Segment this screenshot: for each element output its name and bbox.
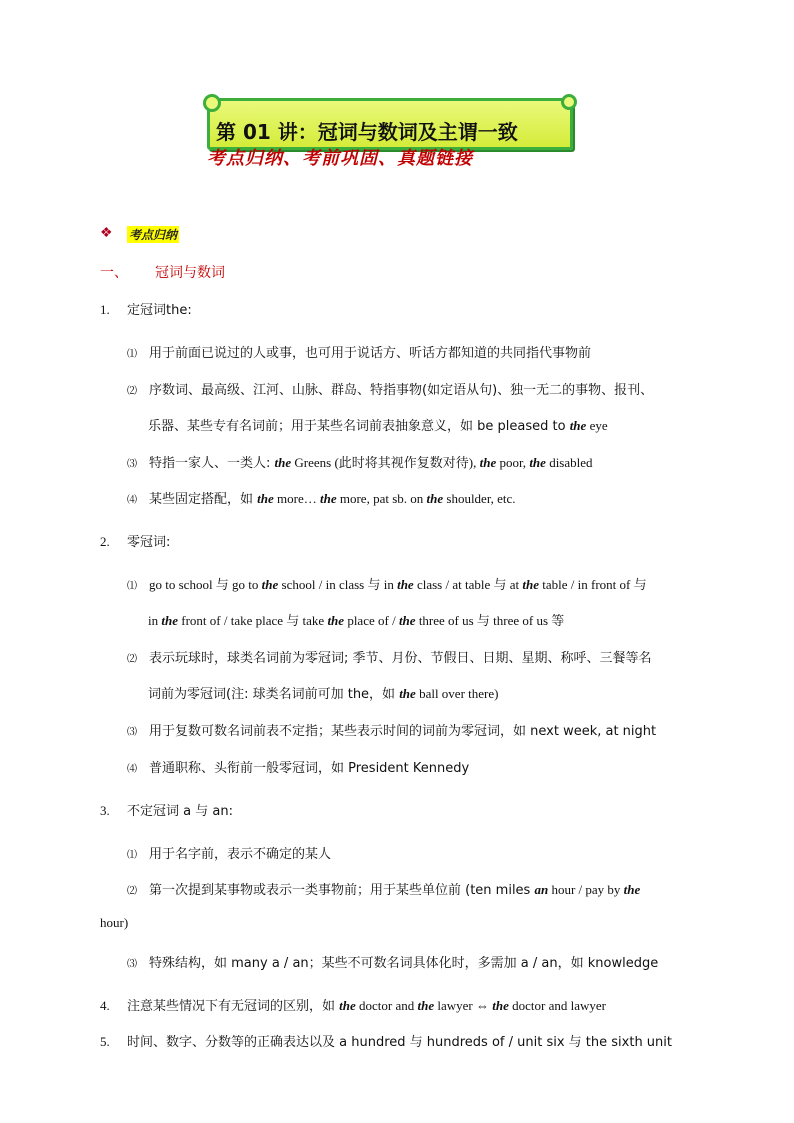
sub-marker: ⑷ [127,764,137,775]
item-text: 时间、数字、分数等的正确表达以及 a hundred 与 hundreds of / unit six 与 the sixth unit [127,1035,672,1050]
sub-item-text: 用于复数可数名词前表不定指；某些表示时间的词前为零冠词，如 next week, at night [149,724,657,739]
item-number: 5. [100,1034,110,1049]
text-run: poor, [496,455,530,470]
sub-marker: ⑵ [127,654,137,665]
sub-item [127,342,591,361]
sub-item [127,574,647,593]
text-run: 词前为零冠词(注: 球类名词前可加 the，如 [148,687,400,702]
emphasis-the: the [257,491,274,506]
sub-item-text: 序数词、最高级、江河、山脉、群岛、特指事物(如定语从句)、独一无二的事物、报刊、 [149,383,654,398]
item-number: 1. [100,302,110,317]
sub-marker: ⑴ [127,581,137,592]
sub-item-text: 普通职称、头衔前一般零冠词，如 President Kennedy [149,761,470,776]
emphasis-the: the [479,455,497,470]
emphasis-the: the [327,613,345,628]
sub-marker: ⑵ [127,386,137,397]
emphasis-the: the [417,998,435,1013]
emphasis-the: the [398,613,416,628]
text-run: three of us 与 three of us 等 [415,613,565,628]
sub-item-continuation [148,415,608,434]
text-run: Greens (此时将其视作复数对待), [291,455,480,470]
emphasis-the: the [492,998,509,1013]
banner-scroll-curl [561,94,577,110]
text-run: doctor and lawyer [508,998,606,1013]
list-item [100,299,192,318]
text-run: lawyer ⇔ [434,998,493,1013]
item-number: 4. [100,998,110,1013]
sub-item [127,488,516,507]
sub-item [127,647,652,666]
page-title: 第 01 讲：冠词与数词及主谓一致 [216,120,518,144]
text-run: 注意某些情况下有无冠词的区别，如 [127,999,340,1014]
sub-item-text: 用于名字前，表示不确定的某人 [149,847,332,862]
emphasis-the: the [399,686,416,701]
sub-item-text: 用于前面已说过的人或事，也可用于说话方、听话方都知道的共同指代事物前 [149,346,592,361]
sub-marker: ⑷ [127,495,137,506]
section-number: 一、 [100,266,128,281]
list-item [100,995,606,1014]
emphasis-the: the [161,613,178,628]
list-item [100,531,170,550]
text-run: hour / pay by [548,882,624,897]
sub-item [127,843,331,862]
item-text: 零冠词: [127,535,171,550]
item-text: 不定冠词 a 与 an: [127,804,233,819]
emphasis-the: the [569,418,587,433]
text-run: table / in front of 与 [539,577,647,592]
text-run: shoulder, etc. [443,491,516,506]
sub-marker: ⑴ [127,850,137,861]
list-item [100,1031,672,1050]
text-run: hour) [100,915,129,930]
page-subtitle: 考点归纳、考前巩固、真题链接 [207,148,473,169]
text-run: 第一次提到某事物或表示一类事物前；用于某些单位前 (ten miles [149,883,535,898]
emphasis-the: the [522,577,540,592]
text-run: 特指一家人、一类人: [149,456,275,471]
text-run: go to school 与 go to [149,577,262,592]
text-run: disabled [545,455,593,470]
text-run: front of / take place 与 take [178,613,328,628]
emphasis-the: the [274,455,292,470]
list-item [100,800,233,819]
text-run: place of / [344,613,399,628]
emphasis-the: the [319,491,337,506]
emphasis-the: the [261,577,279,592]
item-number: 2. [100,534,110,549]
section-heading [100,262,225,282]
sub-marker: ⑴ [127,349,137,360]
section-title: 冠词与数词 [155,265,225,281]
sub-item-text: 表示玩球时，球类名词前为零冠词; 季节、月份、节假日、日期、星期、称呼、三餐等名 [149,651,652,666]
sub-item [127,757,469,776]
item-text: 定冠词the: [127,303,192,318]
sub-marker: ⑶ [127,727,137,738]
sub-item [127,452,593,471]
sub-item-continuation [100,915,128,931]
sub-item [127,379,653,398]
emphasis-an: an [534,882,549,897]
emphasis-the: the [623,882,641,897]
sub-item [127,952,658,971]
sub-marker: ⑶ [127,959,137,970]
text-run: doctor and [355,998,418,1013]
emphasis-the: the [529,455,546,470]
sub-marker: ⑵ [127,886,137,897]
sub-item [127,720,656,739]
item-number: 3. [100,803,110,818]
text-run: eye [586,418,608,433]
text-run: 乐器、某些专有名词前；用于某些名词前表抽象意义，如 be pleased to [148,419,570,434]
text-run: in [148,613,162,628]
sub-item-text: 特殊结构，如 many a / an；某些不可数名词具体化时，多需加 a / an，如 knowledge [149,956,659,971]
text-run: school / in class 与 in [278,577,398,592]
text-run: 某些固定搭配，如 [149,492,258,507]
diamond-bullet-icon: ❖ [100,226,113,241]
text-run: ball over there) [415,686,499,701]
text-run: class / at table 与 at [413,577,523,592]
section-tag: 考点归纳 [129,228,178,242]
emphasis-the: the [426,491,444,506]
text-run: more… [273,491,320,506]
text-run: more, pat sb. on [336,491,427,506]
emphasis-the: the [397,577,414,592]
banner-scroll-curl [203,94,221,112]
sub-item [127,879,640,898]
sub-item-continuation [148,610,564,629]
sub-marker: ⑶ [127,459,137,470]
sub-item-continuation [148,683,498,702]
emphasis-the: the [339,998,356,1013]
